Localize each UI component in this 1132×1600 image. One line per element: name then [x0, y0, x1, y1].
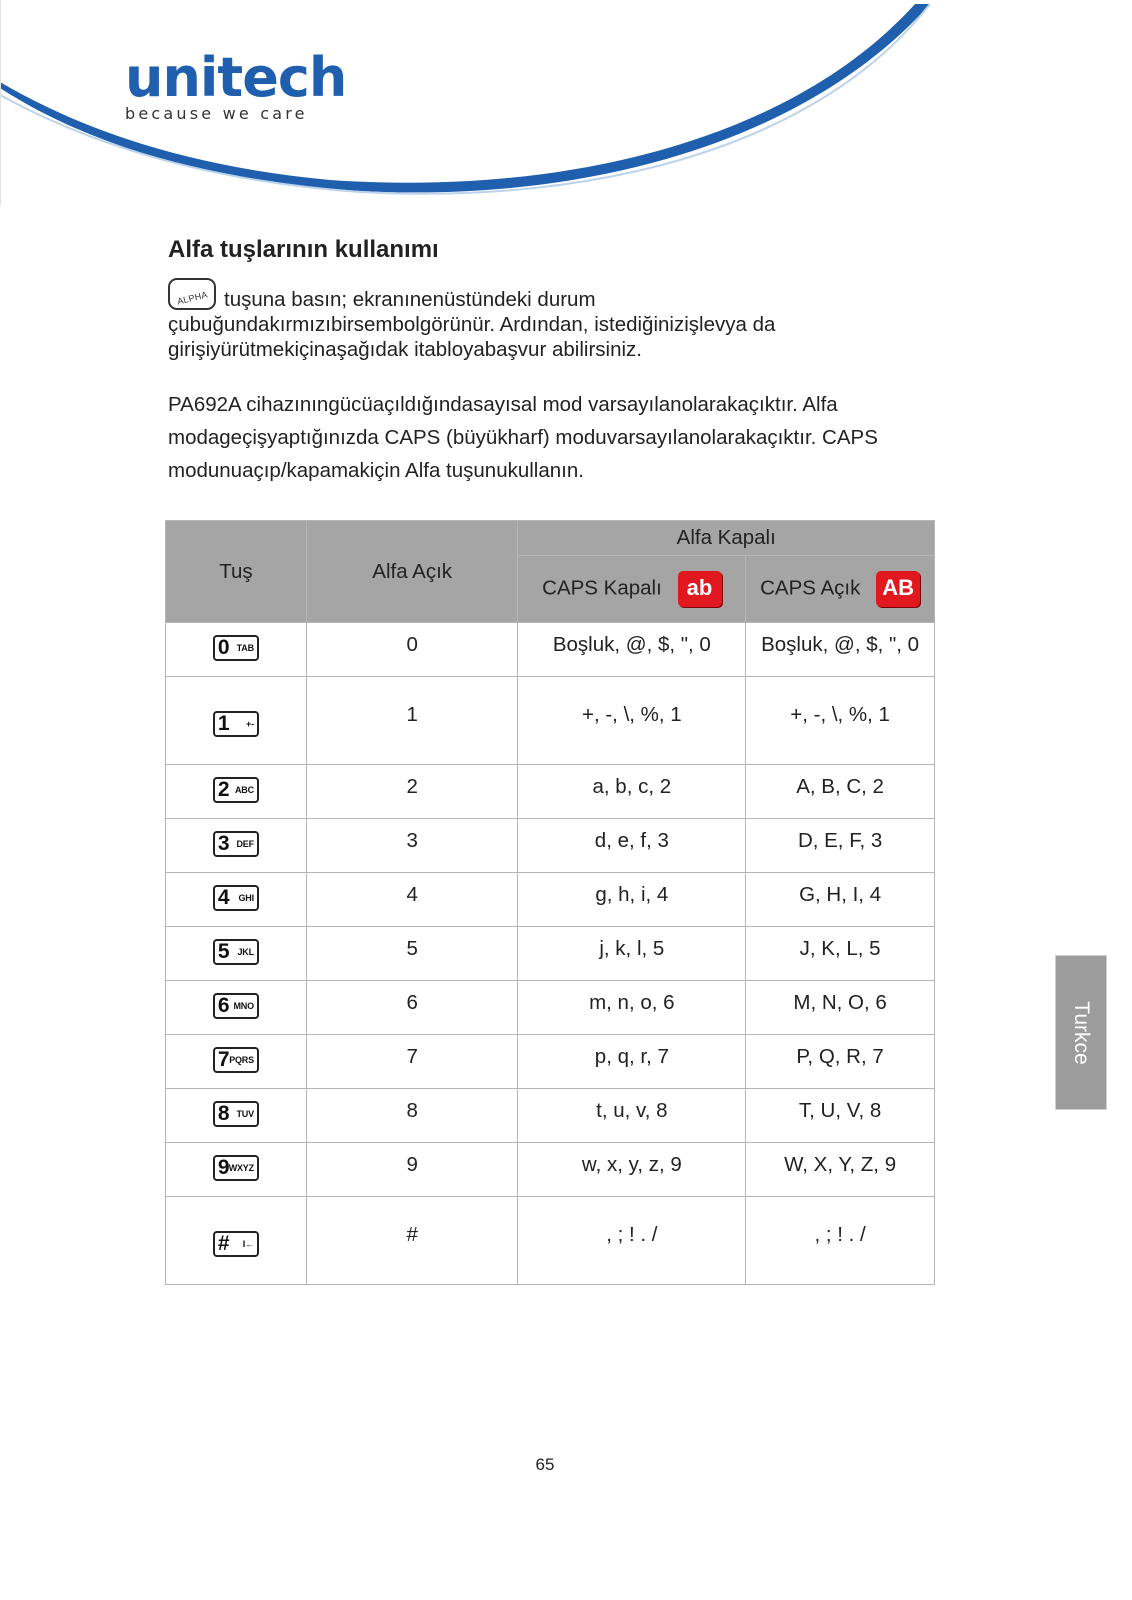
header-caps-on: CAPS Açık AB	[746, 556, 935, 623]
keypad-key-icon: 0 TAB	[213, 635, 259, 661]
keypad-key-icon: 2 ABC	[213, 777, 259, 803]
intro-text	[168, 278, 968, 362]
keypad-key-icon: 8 TUV	[213, 1101, 259, 1127]
alpha-key-icon: ALPHA	[168, 278, 216, 310]
unitech-logo	[125, 46, 347, 123]
key-cell	[166, 677, 307, 765]
key-cell	[166, 623, 307, 677]
table-row	[166, 677, 935, 765]
caps-off-cell: j, k, l, 5	[518, 927, 746, 981]
keypad-key-icon: 7 PQRS	[213, 1047, 259, 1073]
key-cell	[166, 1197, 307, 1285]
alfa-on-cell: 5	[306, 927, 518, 981]
key-cell	[166, 1035, 307, 1089]
section-title: Alfa tuşlarının kullanımı	[168, 236, 439, 263]
description-paragraph	[168, 388, 968, 487]
intro-line-3: girişiyürütmekiçinaşağıdak itabloyabaşvur abilirsiniz.	[168, 338, 642, 361]
alfa-on-cell: 1	[306, 677, 518, 765]
intro-line-1: tuşuna basın; ekranınenüstündeki durum	[224, 288, 596, 311]
key-cell	[166, 765, 307, 819]
caps-off-cell: g, h, i, 4	[518, 873, 746, 927]
caps-on-cell: +, -, \, %, 1	[746, 677, 935, 765]
caps-on-cell: , ; ! . /	[746, 1197, 935, 1285]
header-alfa-on: Alfa Açık	[306, 521, 518, 623]
key-cell	[166, 927, 307, 981]
caps-off-cell: t, u, v, 8	[518, 1089, 746, 1143]
keypad-key-icon: 6 MNO	[213, 993, 259, 1019]
key-cell	[166, 1143, 307, 1197]
caps-off-cell: , ; ! . /	[518, 1197, 746, 1285]
keypad-key-icon: 1 +-	[213, 711, 259, 737]
keypad-key-icon: 4 GHI	[213, 885, 259, 911]
caps-off-cell: a, b, c, 2	[518, 765, 746, 819]
keypad-key-icon: 3 DEF	[213, 831, 259, 857]
caps-on-cell: W, X, Y, Z, 9	[746, 1143, 935, 1197]
caps-on-cell: G, H, I, 4	[746, 873, 935, 927]
table-row	[166, 819, 935, 873]
key-cell	[166, 873, 307, 927]
table-row	[166, 927, 935, 981]
alfa-on-cell: 6	[306, 981, 518, 1035]
paragraph-line-3: modunuaçıp/kapamakiçin Alfa tuşunukullanın.	[168, 459, 584, 482]
page-number: 65	[535, 1455, 555, 1474]
alfa-on-cell: 7	[306, 1035, 518, 1089]
alfa-on-cell: 4	[306, 873, 518, 927]
caps-off-cell: +, -, \, %, 1	[518, 677, 746, 765]
alfa-on-cell: 2	[306, 765, 518, 819]
logo-tagline: because we care	[125, 104, 308, 123]
table-row	[166, 1143, 935, 1197]
table-row	[166, 1089, 935, 1143]
caps-on-cell: Boşluk, @, $, ", 0	[746, 623, 935, 677]
header-caps-off: CAPS Kapalı ab	[518, 556, 746, 623]
logo-wordmark: unitech	[125, 46, 347, 109]
caps-on-cell: J, K, L, 5	[746, 927, 935, 981]
alfa-on-cell: 3	[306, 819, 518, 873]
keypad-key-icon: 9 WXYZ	[213, 1155, 259, 1181]
caps-on-icon: AB	[876, 571, 920, 607]
keypad-key-icon: 5 JKL	[213, 939, 259, 965]
table-row	[166, 1197, 935, 1285]
table-row	[166, 1035, 935, 1089]
key-cell	[166, 819, 307, 873]
alfa-on-cell: 0	[306, 623, 518, 677]
paragraph-line-1: PA692A cihazınıngücüaçıldığındasayısal mod varsayılanolarakaçıktır. Alfa	[168, 393, 838, 416]
header-key: Tuş	[166, 521, 307, 623]
caps-on-cell: T, U, V, 8	[746, 1089, 935, 1143]
alfa-on-cell: 9	[306, 1143, 518, 1197]
caps-off-cell: p, q, r, 7	[518, 1035, 746, 1089]
alpha-key-table	[165, 520, 935, 1285]
header-alfa-off: Alfa Kapalı	[518, 521, 935, 556]
key-cell	[166, 1089, 307, 1143]
keypad-key-icon: # I←	[213, 1231, 259, 1257]
language-label: Turkce	[1070, 1000, 1093, 1065]
caps-off-cell: w, x, y, z, 9	[518, 1143, 746, 1197]
table-row	[166, 623, 935, 677]
intro-line-2: çubuğundakırmızıbirsembolgörünür. Ardından, istediğinizişlevya da	[168, 313, 776, 336]
table-row	[166, 765, 935, 819]
caps-off-cell: m, n, o, 6	[518, 981, 746, 1035]
caps-off-cell: d, e, f, 3	[518, 819, 746, 873]
alfa-on-cell: 8	[306, 1089, 518, 1143]
alfa-on-cell: #	[306, 1197, 518, 1285]
caps-off-icon: ab	[678, 571, 722, 607]
paragraph-line-2: modageçişyaptığınızda CAPS (büyükharf) moduvarsayılanolarakaçıktır. CAPS	[168, 426, 878, 449]
caps-on-cell: A, B, C, 2	[746, 765, 935, 819]
table-row	[166, 873, 935, 927]
caps-on-cell: P, Q, R, 7	[746, 1035, 935, 1089]
language-side-tab	[1055, 955, 1107, 1110]
caps-on-cell: D, E, F, 3	[746, 819, 935, 873]
key-cell	[166, 981, 307, 1035]
caps-off-cell: Boşluk, @, $, ", 0	[518, 623, 746, 677]
table-row	[166, 981, 935, 1035]
caps-on-cell: M, N, O, 6	[746, 981, 935, 1035]
